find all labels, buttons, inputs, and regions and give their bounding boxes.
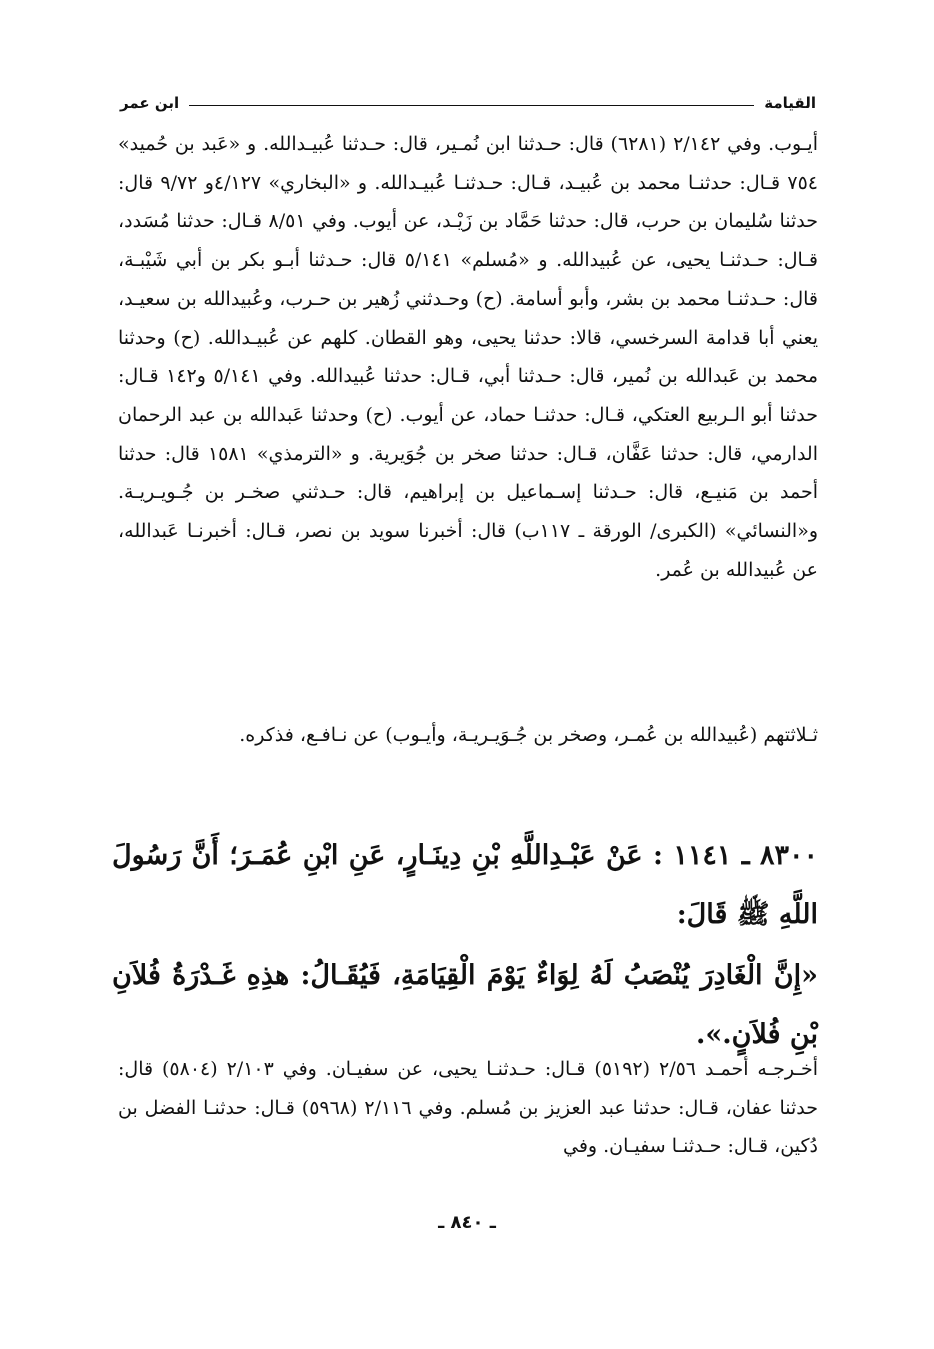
section-title: القيامة xyxy=(764,94,816,112)
hadith-isnad: عَنْ عَبْـدِاللَّهِ بْنِ دِينَـارٍ، عَنِ ابْنِ عُمَـرَ؛ أَنَّ رَسُولَ اللَّهِ ﷺ قَالَ: xyxy=(112,840,818,930)
summary-paragraph: ثـلاثتهم (عُبيدالله بن عُمـر، وصخر بن جُـوَيـريـة، وأيـوب) عن نـافـع، فذكره. xyxy=(239,724,818,746)
references-block xyxy=(118,125,818,589)
hadith-number: ٨٣٠٠ ـ ١١٤١ : xyxy=(652,840,818,871)
page-number: ـ ٨٤٠ ـ xyxy=(438,1212,496,1233)
takhrij-paragraph: أخـرجـه أحمـد ٢/٥٦ (٥١٩٢) قـال: حـدثنـا يحيى، عن سفيـان. وفي ٢/١٠٣ (٥٨٠٤) قال: حدثنا عفان، قـال: حدثنا عبد العزيز بن مُسلم. وفي ٢/١١٦ (٥٩٦٨) قـال: حدثنـا الفضل بن دُكين، قـال: حـدثنـا سفيـان. وفي xyxy=(118,1058,819,1158)
hadith-block xyxy=(112,826,818,1064)
references-paragraph: أيـوب. وفي ٢/١٤٢ (٦٢٨١) قال: حـدثنا ابن نُمـير، قال: حـدثنا عُبيـدالله. و «عَبد بن حُميد» ٧٥٤ قـال: حدثنـا محمد بن عُبيـد، قـال: حـدثنـا عُبيـدالله. و «البخاري» ٤/١٢٧و ٩/٧٢ قال: حدثنا سُليمان بن حرب، قال: حدثنا حَمَّاد بن زَيْـد، عن أيوب. وفي ٨/٥١ قـال: حدثنا مُسَدد، قـال: حـدثنـا يحيى، عن عُبيدالله. و «مُسلم» ٥/١٤١ قال: حـدثنا أبـو بكر بن أبي شَيْبـة، قال: حـدثنـا محمد بن بشر، وأبو أسامة. (ح) وحـدثني زُهير بن حـرب، وعُبيدالله بن سعيـد، يعني أبا قدامة السرخسي، قالا: حدثنا يحيى، وهو القطان. كلهم عن عُبيـدالله. (ح) وحدثنا محمد بن عَبدالله بن نُمير، قال: حـدثنا أبي، قـال: حدثنا عُبيدالله. وفي ٥/١٤١ و١٤٢ قـال: حدثنا أبو الـربيع العتكي، قـال: حدثنـا حماد، عن أيوب. (ح) وحدثنا عَبدالله بن عبد الرحمان الدارمي، قال: حدثنا عَفَّان، قـال: حدثنا صخر بن جُوَيرية. و «الترمذي» ١٥٨١ قال: حدثنا أحمد بن مَنيـع، قال: حـدثنا إسـماعيل بن إبراهيم، قال: حـدثني صخـر بن جُـويـريـة. و«النسائي» (الكبرى/ الورقة ـ ١١٧ب) قال: أخبرنا سويد بن نصر، قـال: أخبرنـا عَبدالله، عن عُبيدالله بن عُمر. xyxy=(118,133,819,581)
takhrij-block xyxy=(118,1050,818,1166)
hadith-isnad-line xyxy=(112,826,818,944)
summary-block xyxy=(118,716,818,755)
running-header xyxy=(120,84,816,112)
chapter-title: ابن عمر xyxy=(120,94,180,112)
header-rule xyxy=(189,105,754,106)
hadith-matn: «إِنَّ الْغَادِرَ يُنْصَبُ لَهُ لِوَاءٌ يَوْمَ الْقِيَامَةِ، فَيُقَـالُ: هذِهِ غَـدْرَةُ فُلاَنِ بْنِ فُلاَنٍ.». xyxy=(112,960,818,1050)
